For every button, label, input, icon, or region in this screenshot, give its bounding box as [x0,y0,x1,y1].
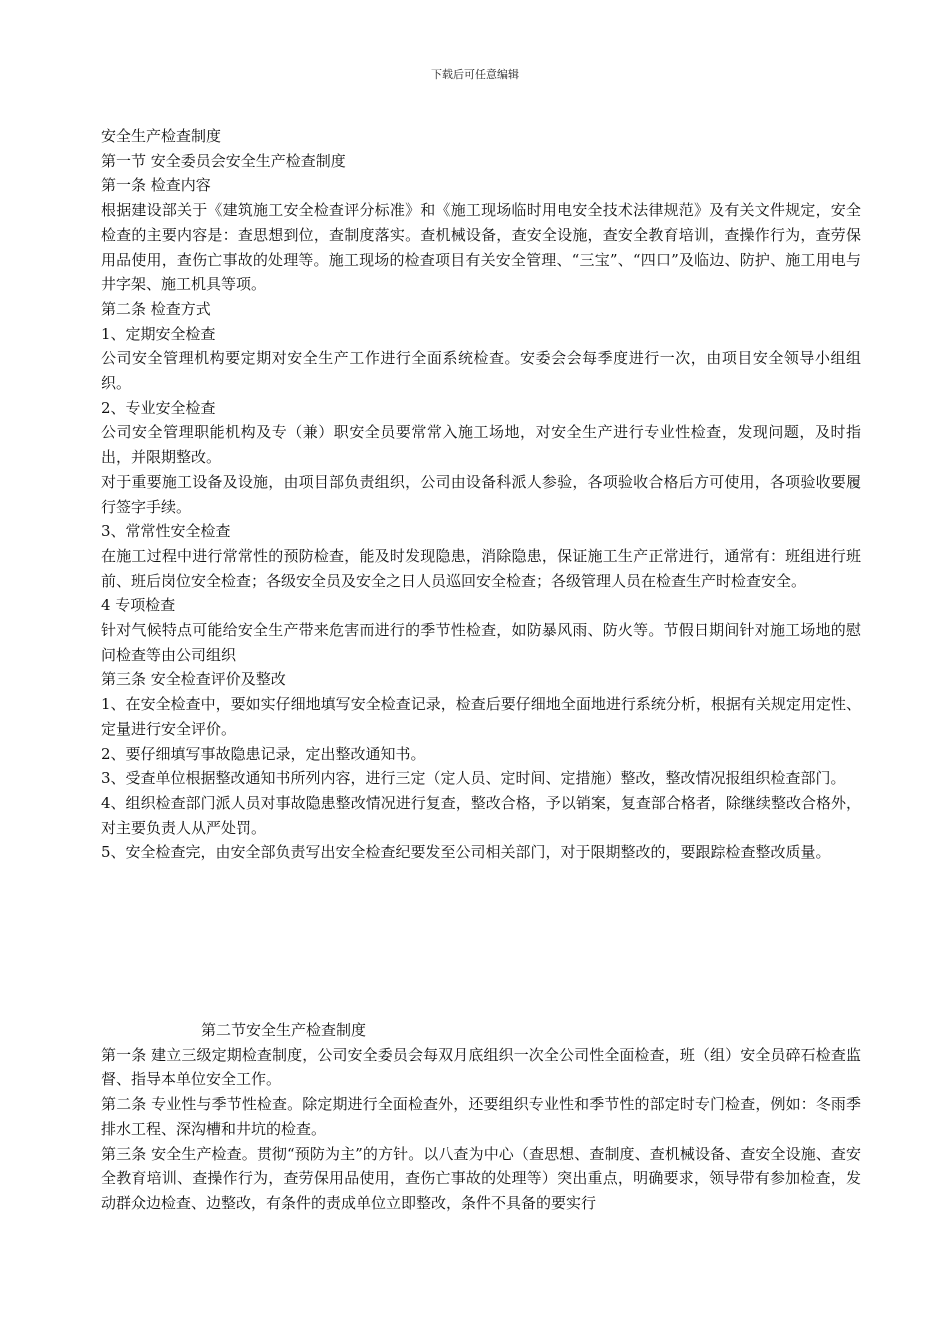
paragraph: 公司安全管理职能机构及专（兼）职安全员要常常入施工场地，对安全生产进行专业性检查，发现问题，及时指出，并限期整改。 [101,423,861,467]
article-heading: 第三条 安全检查评价及整改 [101,670,286,689]
paragraph: 在施工过程中进行常常性的预防检查，能及时发现隐患，消除隐患，保证施工生产正常进行，通常有：班组进行班前、班后岗位安全检查；各级安全员及安全之日人员巡回安全检查；各级管理人员在检查生产时检查安全。 [101,546,861,590]
list-item: 3、受查单位根据整改通知书所列内容，进行三定（定人员、定时间、定措施）整改，整改情况报组织检查部门。 [101,769,846,788]
paragraph: 公司安全管理机构要定期对安全生产工作进行全面系统检查。安委会会每季度进行一次，由项目安全领导小组组织。 [101,349,861,393]
list-item: 4、组织检查部门派人员对事故隐患整改情况进行复查，整改合格，予以销案，复查部合格者，除继续整改合格外，对主要负责人从严处罚。 [101,793,861,837]
article-paragraph: 第一条 建立三级定期检查制度，公司安全委员会每双月底组织一次全公司性全面检查，班（组）安全员碎石检查监督、指导本单位安全工作。 [101,1045,861,1089]
list-item-heading: 1、定期安全检查 [101,324,216,343]
list-item: 1、在安全检查中，要如实仔细地填写安全检查记录，检查后要仔细地全面地进行系统分析，根据有关规定用定性、定量进行安全评价。 [101,695,861,738]
list-item-heading: 4 专项检查 [101,596,176,615]
paragraph: 针对气候特点可能给安全生产带来危害而进行的季节性检查，如防暴风雨、防火等。节假日期间针对施工场地的慰问检查等由公司组织 [101,621,861,664]
list-item-heading: 2、专业安全检查 [101,398,216,417]
article-heading: 第二条 检查方式 [101,299,211,318]
section-2-title: 第二节安全生产检查制度 [201,1021,367,1039]
list-item-heading: 3、常常性安全检查 [101,522,231,541]
article-paragraph: 第三条 安全生产检查。贯彻“预防为主”的方针。以八查为中心（查思想、查制度、查机械设备、查安全设施、查安全教育培训、查操作行为，查劳保用品使用，查伤亡事故的处理等）突出重点，明确要求，领导带有参加检查，发动群众边检查、边整改，有条件的责成单位立即整改，条件不具备的要实行 [101,1144,861,1212]
section-heading: 第一节 安全委员会安全生产检查制度 [101,151,346,170]
article-paragraph: 第二条 专业性与季节性检查。除定期进行全面检查外，还要组织专业性和季节性的部定时专门检查，例如：冬雨季排水工程、深沟槽和井坑的检查。 [101,1095,861,1138]
doc-title: 安全生产检查制度 [101,127,222,145]
section-1 [101,124,861,865]
paragraph: 对于重要施工设备及设施，由项目部负责组织，公司由设备科派人参验，各项验收合格后方可使用，各项验收要履行签字手续。 [101,472,861,516]
list-item: 5、安全检查完，由安全部负责写出安全检查纪要发至公司相关部门，对于限期整改的，要跟踪检查整改质量。 [101,843,831,862]
page-header: 下载后可任意编辑 [431,68,519,81]
section-2 [101,1018,861,1216]
paragraph: 根据建设部关于《建筑施工安全检查评分标准》和《施工现场临时用电安全技术法律规范》及有关文件规定，安全检查的主要内容是：查思想到位，查制度落实。查机械设备，查安全设施，查安全教育培训，查操作行为，查劳保用品使用，查伤亡事故的处理等。施工现场的检查项目有关安全管理、“三宝”、“四口”及临边、防护、施工用电与井字架、施工机具等项。 [101,201,861,294]
article-heading: 第一条 检查内容 [101,176,211,195]
list-item: 2、要仔细填写事故隐患记录，定出整改通知书。 [101,744,426,763]
